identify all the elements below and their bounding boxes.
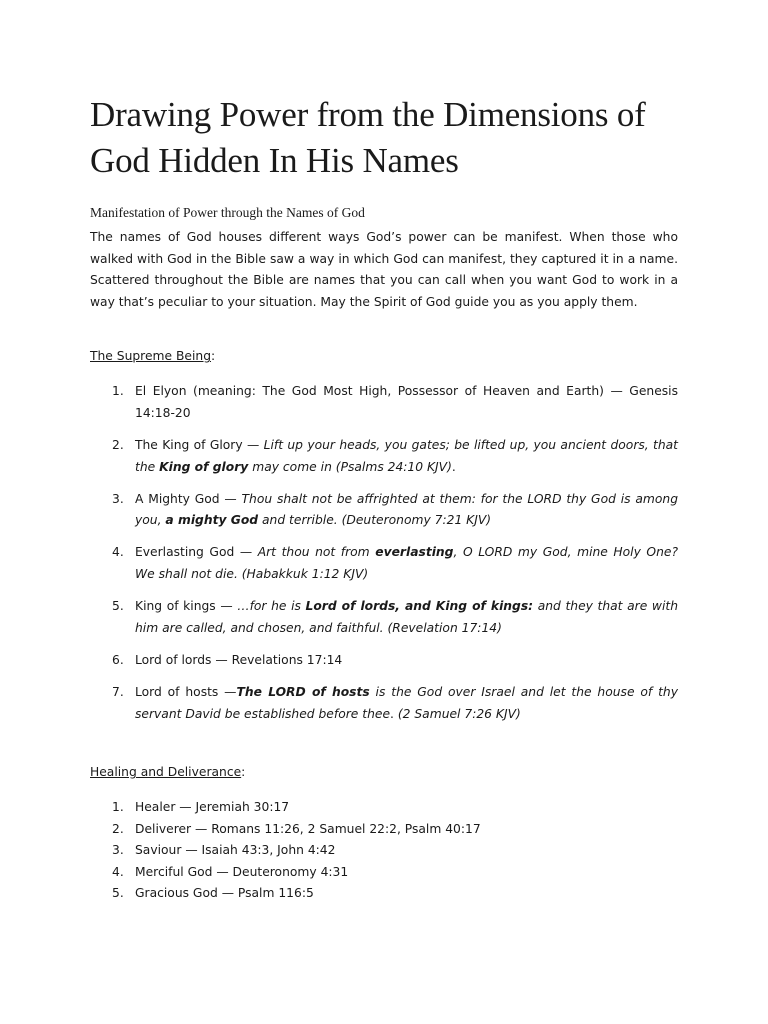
list-item [90,489,678,532]
list-item [90,650,678,672]
list-item-number: 4. [112,864,124,879]
list-item-number: 1. [112,384,124,399]
section-heading: The Supreme Being: [90,349,216,364]
list-item-text: El Elyon (meaning: The God Most High, Possessor of Heaven and Earth) — Genesis 14:18-20 [135,384,678,420]
list-item-text: King of kings — …for he is Lord of lords, and King of kings: and they that are with him are called, and chosen, and faithful. (Revelation 17:14) [135,599,678,635]
list-item-number: 5. [112,599,124,614]
list-item-text: Healer — Jeremiah 30:17 [135,800,290,815]
supreme-being-list [90,381,678,725]
list-item-number: 4. [112,545,124,560]
list-item [90,862,678,884]
document-title: Drawing Power from the Dimensions of God Hidden In His Names [90,95,646,180]
list-item-text: The King of Glory — Lift up your heads, you gates; be lifted up, you ancient doors, that the King of glory may come in (Psalms 24:10 KJV). [135,438,679,474]
list-item-number: 5. [112,886,124,901]
intro-paragraph: The names of God houses different ways God’s power can be manifest. When those who walked with God in the Bible saw a way in which God can manifest, they captured it in a name. Scattered throughout the Bible are names that you can call when you want God to work in a way that’s peculiar to your situation. May the Spirit of God guide you as you apply them. [90,230,678,309]
list-item [90,819,678,841]
list-item [90,435,678,478]
healing-deliverance-list [90,797,678,905]
list-item-text: Saviour — Isaiah 43:3, John 4:42 [135,843,336,858]
list-item [90,682,678,725]
list-item [90,797,678,819]
list-item-number: 3. [112,491,124,506]
list-item [90,840,678,862]
list-item-text: Everlasting God — Art thou not from everlasting, O LORD my God, mine Holy One? We shall not die. (Habakkuk 1:12 KJV) [135,545,678,582]
list-item-text: Lord of hosts —The LORD of hosts is the God over Israel and let the house of thy servant David be established before thee. (2 Samuel 7:26 KJV) [135,684,678,721]
document-subtitle: Manifestation of Power through the Names of God [90,205,365,220]
list-item-text: Merciful God — Deuteronomy 4:31 [135,864,349,879]
section-heading-text: The Supreme Being [90,349,212,364]
list-item-number: 7. [112,684,124,699]
list-item-text: A Mighty God — Thou shalt not be affrighted at them: for the LORD thy God is among you, a mighty God and terrible. (Deuteronomy 7:21 KJV) [135,491,678,528]
section-supreme-being [90,347,678,725]
list-item-number: 1. [112,800,124,815]
list-item [90,381,678,424]
list-item-number: 2. [112,821,124,836]
list-item [90,542,678,585]
list-item-number: 3. [112,843,124,858]
section-healing-deliverance [90,763,678,905]
list-item [90,596,678,639]
list-item-number: 2. [112,438,124,453]
section-heading: Healing and Deliverance: [90,765,246,780]
list-item-text: Lord of lords — Revelations 17:14 [135,652,343,667]
list-item-text: Deliverer — Romans 11:26, 2 Samuel 22:2, Psalm 40:17 [135,821,481,836]
section-heading-text: Healing and Deliverance [90,765,242,780]
list-item [90,883,678,905]
list-item-number: 6. [112,652,124,667]
list-item-text: Gracious God — Psalm 116:5 [135,886,314,901]
